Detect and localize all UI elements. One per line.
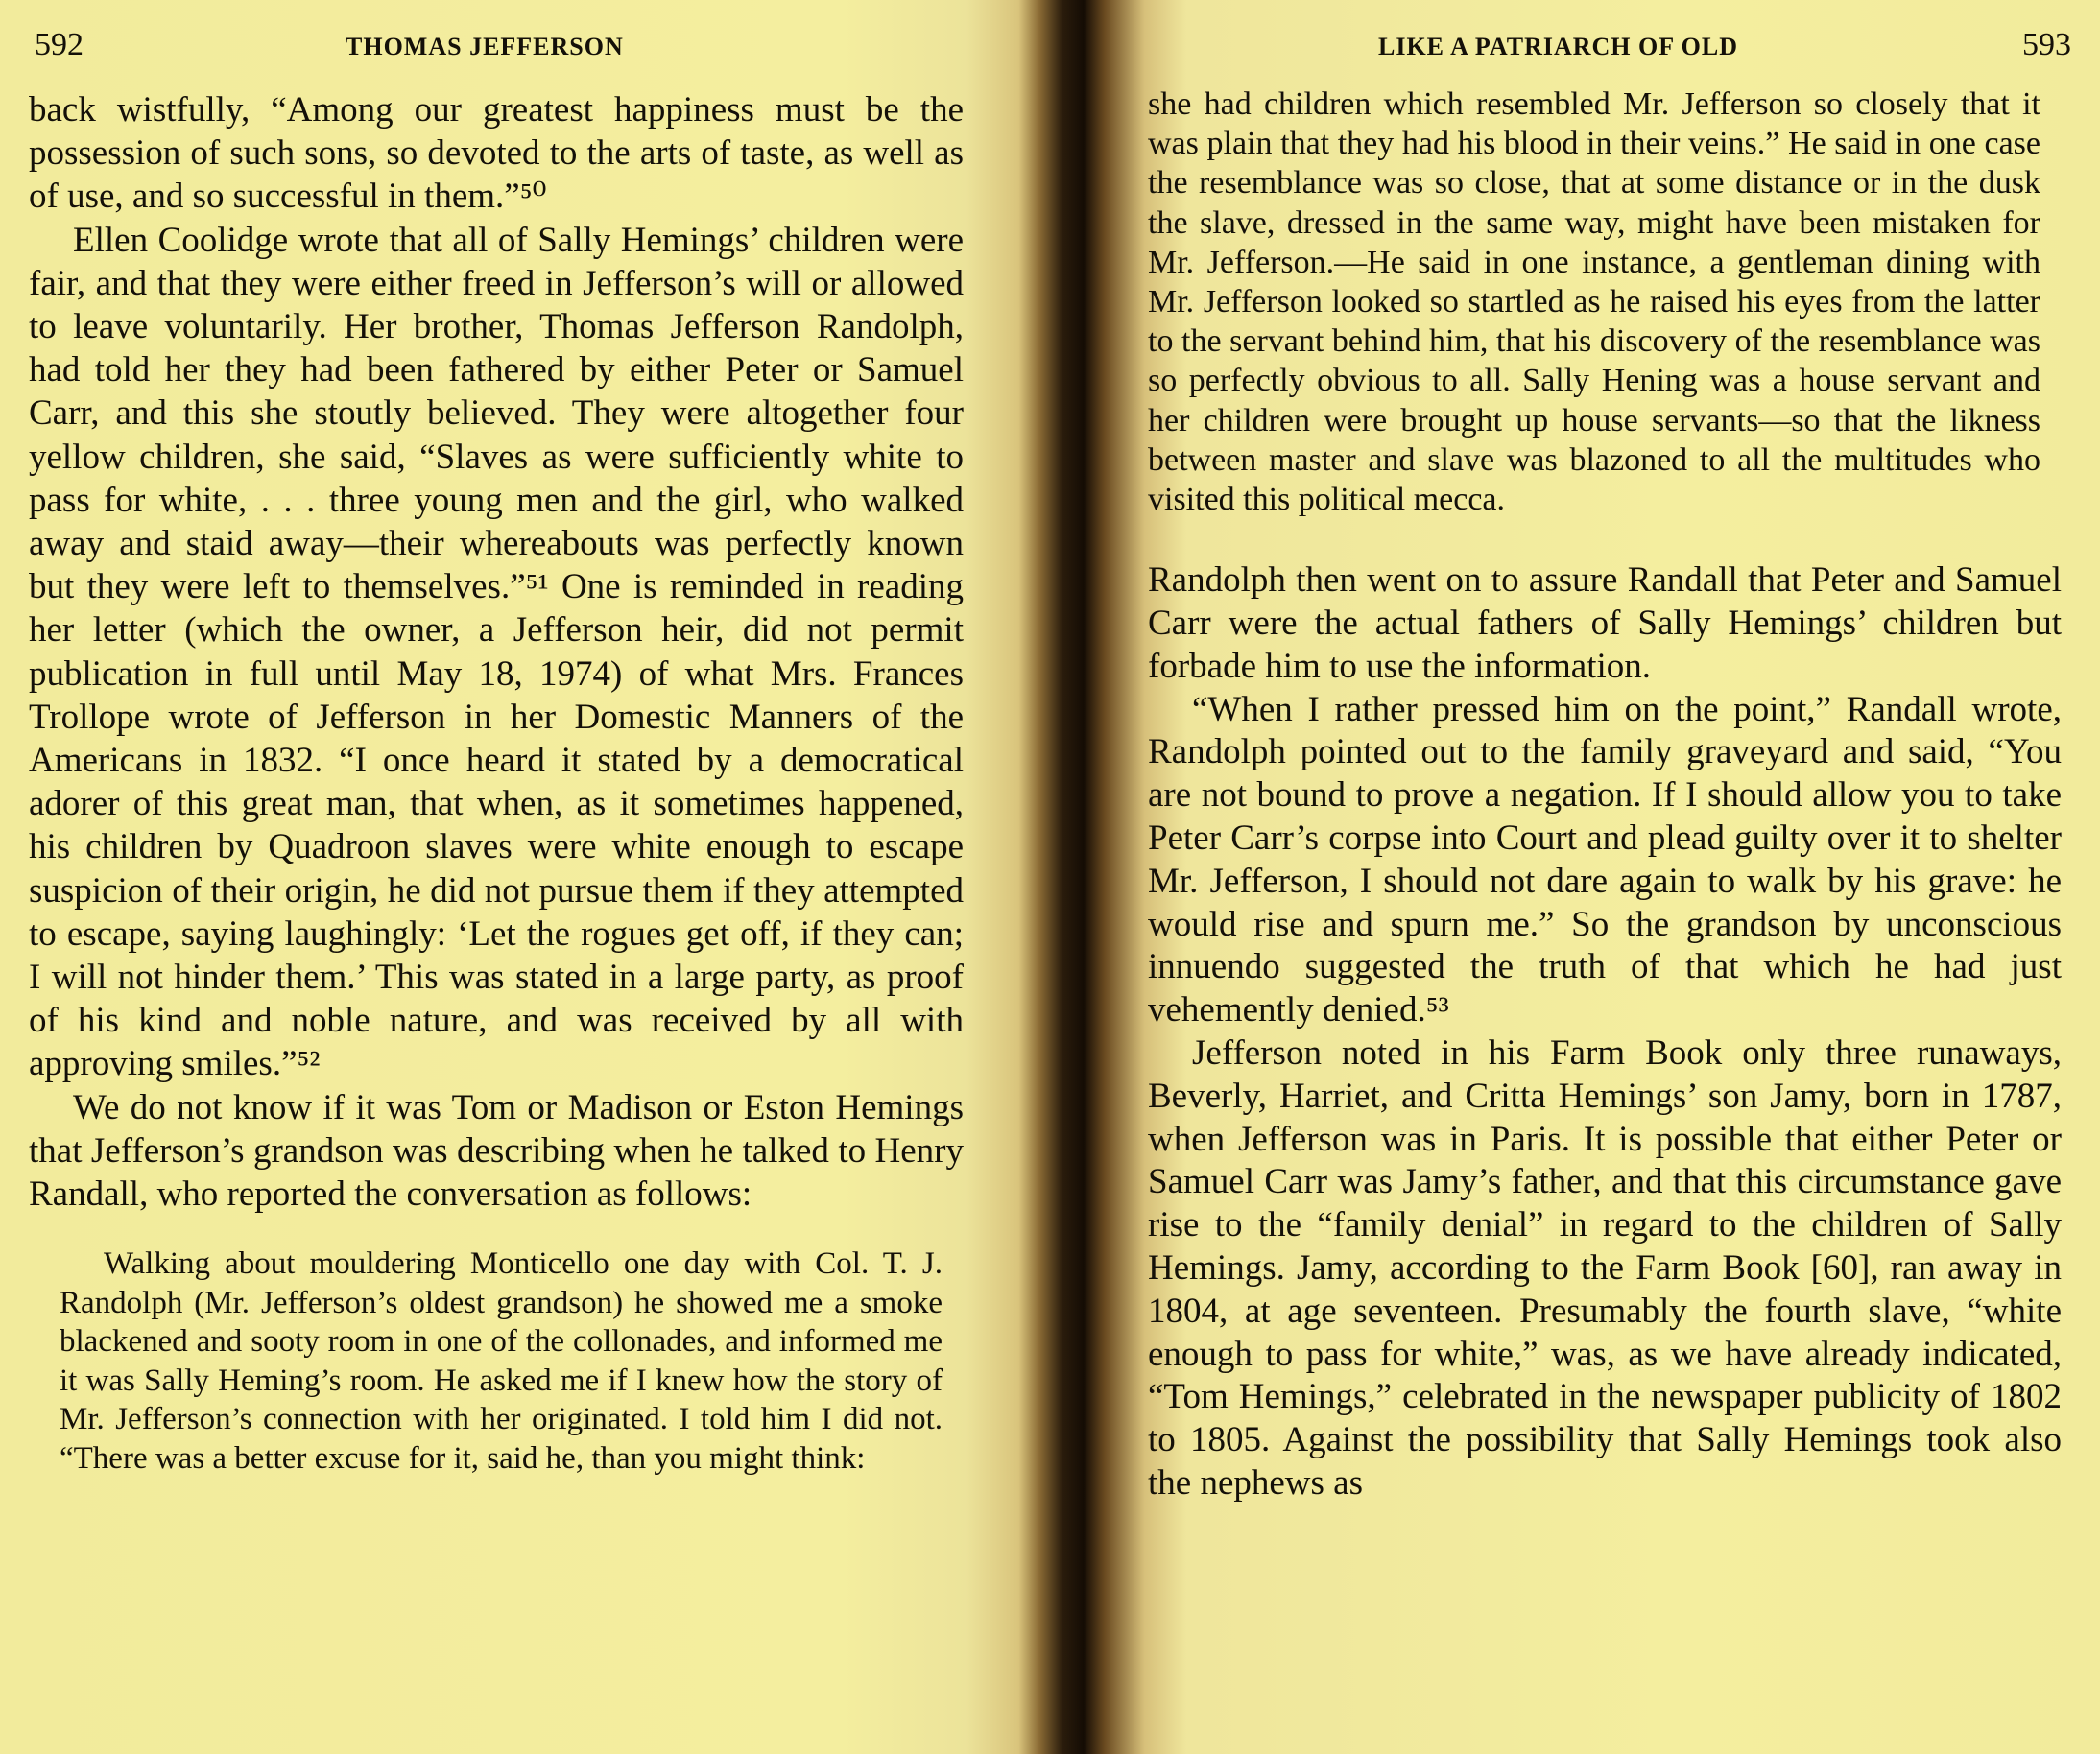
right-page-text [1148,84,2062,1505]
paragraph: back wistfully, “Among our greatest happiness must be the possession of such sons, so devoted to the arts of taste, as well as of use, and so successful in them.”⁵⁰ [29,90,964,217]
paragraph: We do not know if it was Tom or Madison or Eston Hemings that Jefferson’s grandson was describing when he talked to Henry Randall, who reported the conversation as follows: [29,1087,964,1215]
right-page-number: 593 [2022,27,2071,62]
left-page-text [29,88,964,1478]
block-quote-continued: she had children which resembled Mr. Jefferson so closely that it was plain that they had his blood in their veins.” He said in one case the resemblance was so close, that at some distance or in the dusk the slave, dressed in the same way, might have been mistaken for Mr. Jefferson.—He said in one instance, a gentleman dining with Mr. Jefferson looked so startled as he raised his eyes from the latter to the servant behind him, that his discovery of the resemblance was so perfectly obvious to all. Sally Hening was a house servant and her children were brought up house servants—so that the likness between master and slave was blazoned to all the multitudes who visited this political mecca. [1148,86,2040,518]
paragraph: Ellen Coolidge wrote that all of Sally Hemings’ children were fair, and that they were either freed in Jefferson’s will or allowed to leave voluntarily. Her brother, Thomas Jefferson Randolph, had told her they had been fathered by either Peter or Samuel Carr, and this she stoutly believed. They were altogether four yellow children, she said, “Slaves as were sufficiently white to pass for white, . . . three young men and the girl, who walked away and staid away—their whereabouts was perfectly known but they were left to themselves.”⁵¹ One is reminded in reading her letter (which the owner, a Jefferson heir, did not permit publication in full until May 18, 1974) of what Mrs. Frances Trollope wrote of Jefferson in her Domestic Manners of the Americans in 1832. “I once heard it stated by a democratical adorer of this great man, that when, as it sometimes happened, his children by Quadroon slaves were white enough to escape suspicion of their origin, he did not pursue them if they attempted to escape, saying laughingly: ‘Let the rogues get off, if they can; I will not hinder them.’ This was stated in a large party, as proof of his kind and noble nature, and was received by all with approving smiles.”⁵² [29,220,964,1084]
paragraph: Randolph then went on to assure Randall that Peter and Samuel Carr were the actual fathers of Sally Hemings’ children but forbade him to use the information. [1148,560,2062,686]
right-page [1113,0,2100,1754]
left-page-number: 592 [35,27,84,62]
block-quote: Walking about mouldering Monticello one day with Col. T. J. Randolph (Mr. Jefferson’s oldest grandson) he showed me a smoke blackened and sooty room in one of the collonades, and informed me it was Sally Heming’s room. He asked me if I knew how the story of Mr. Jefferson’s connection with her originated. I told him I did not. “There was a better excuse for it, said he, than you might think: [60,1246,943,1476]
right-running-head [1113,27,2100,75]
left-page [0,0,969,1754]
right-running-title: LIKE A PATRIARCH OF OLD [1378,33,1739,60]
left-running-head [0,27,969,75]
paragraph: “When I rather pressed him on the point,” Randall wrote, Randolph pointed out to the family graveyard and said, “You are not bound to prove a negation. If I should allow you to take Peter Carr’s corpse into Court and plead guilty over it to shelter Mr. Jefferson, I should not dare again to walk by his grave: he would rise and spurn me.” So the grandson by unconscious innuendo suggested the truth of that which he had just vehemently denied.⁵³ [1148,689,2062,1031]
left-running-title: THOMAS JEFFERSON [346,33,624,60]
paragraph: Jefferson noted in his Farm Book only three runaways, Beverly, Harriet, and Critta Hemings’ son Jamy, born in 1787, when Jefferson was in Paris. It is possible that either Peter or Samuel Carr was Jamy’s father, and that this circumstance gave rise to the “family denial” in regard to the children of Sally Hemings. Jamy, according to the Farm Book [60], ran away in 1804, at age seventeen. Presumably the fourth slave, “white enough to pass for white,” was, as we have already indicated, “Tom Hemings,” celebrated in the newspaper publicity of 1802 to 1805. Against the possibility that Sally Hemings took also the nephews as [1148,1033,2062,1503]
